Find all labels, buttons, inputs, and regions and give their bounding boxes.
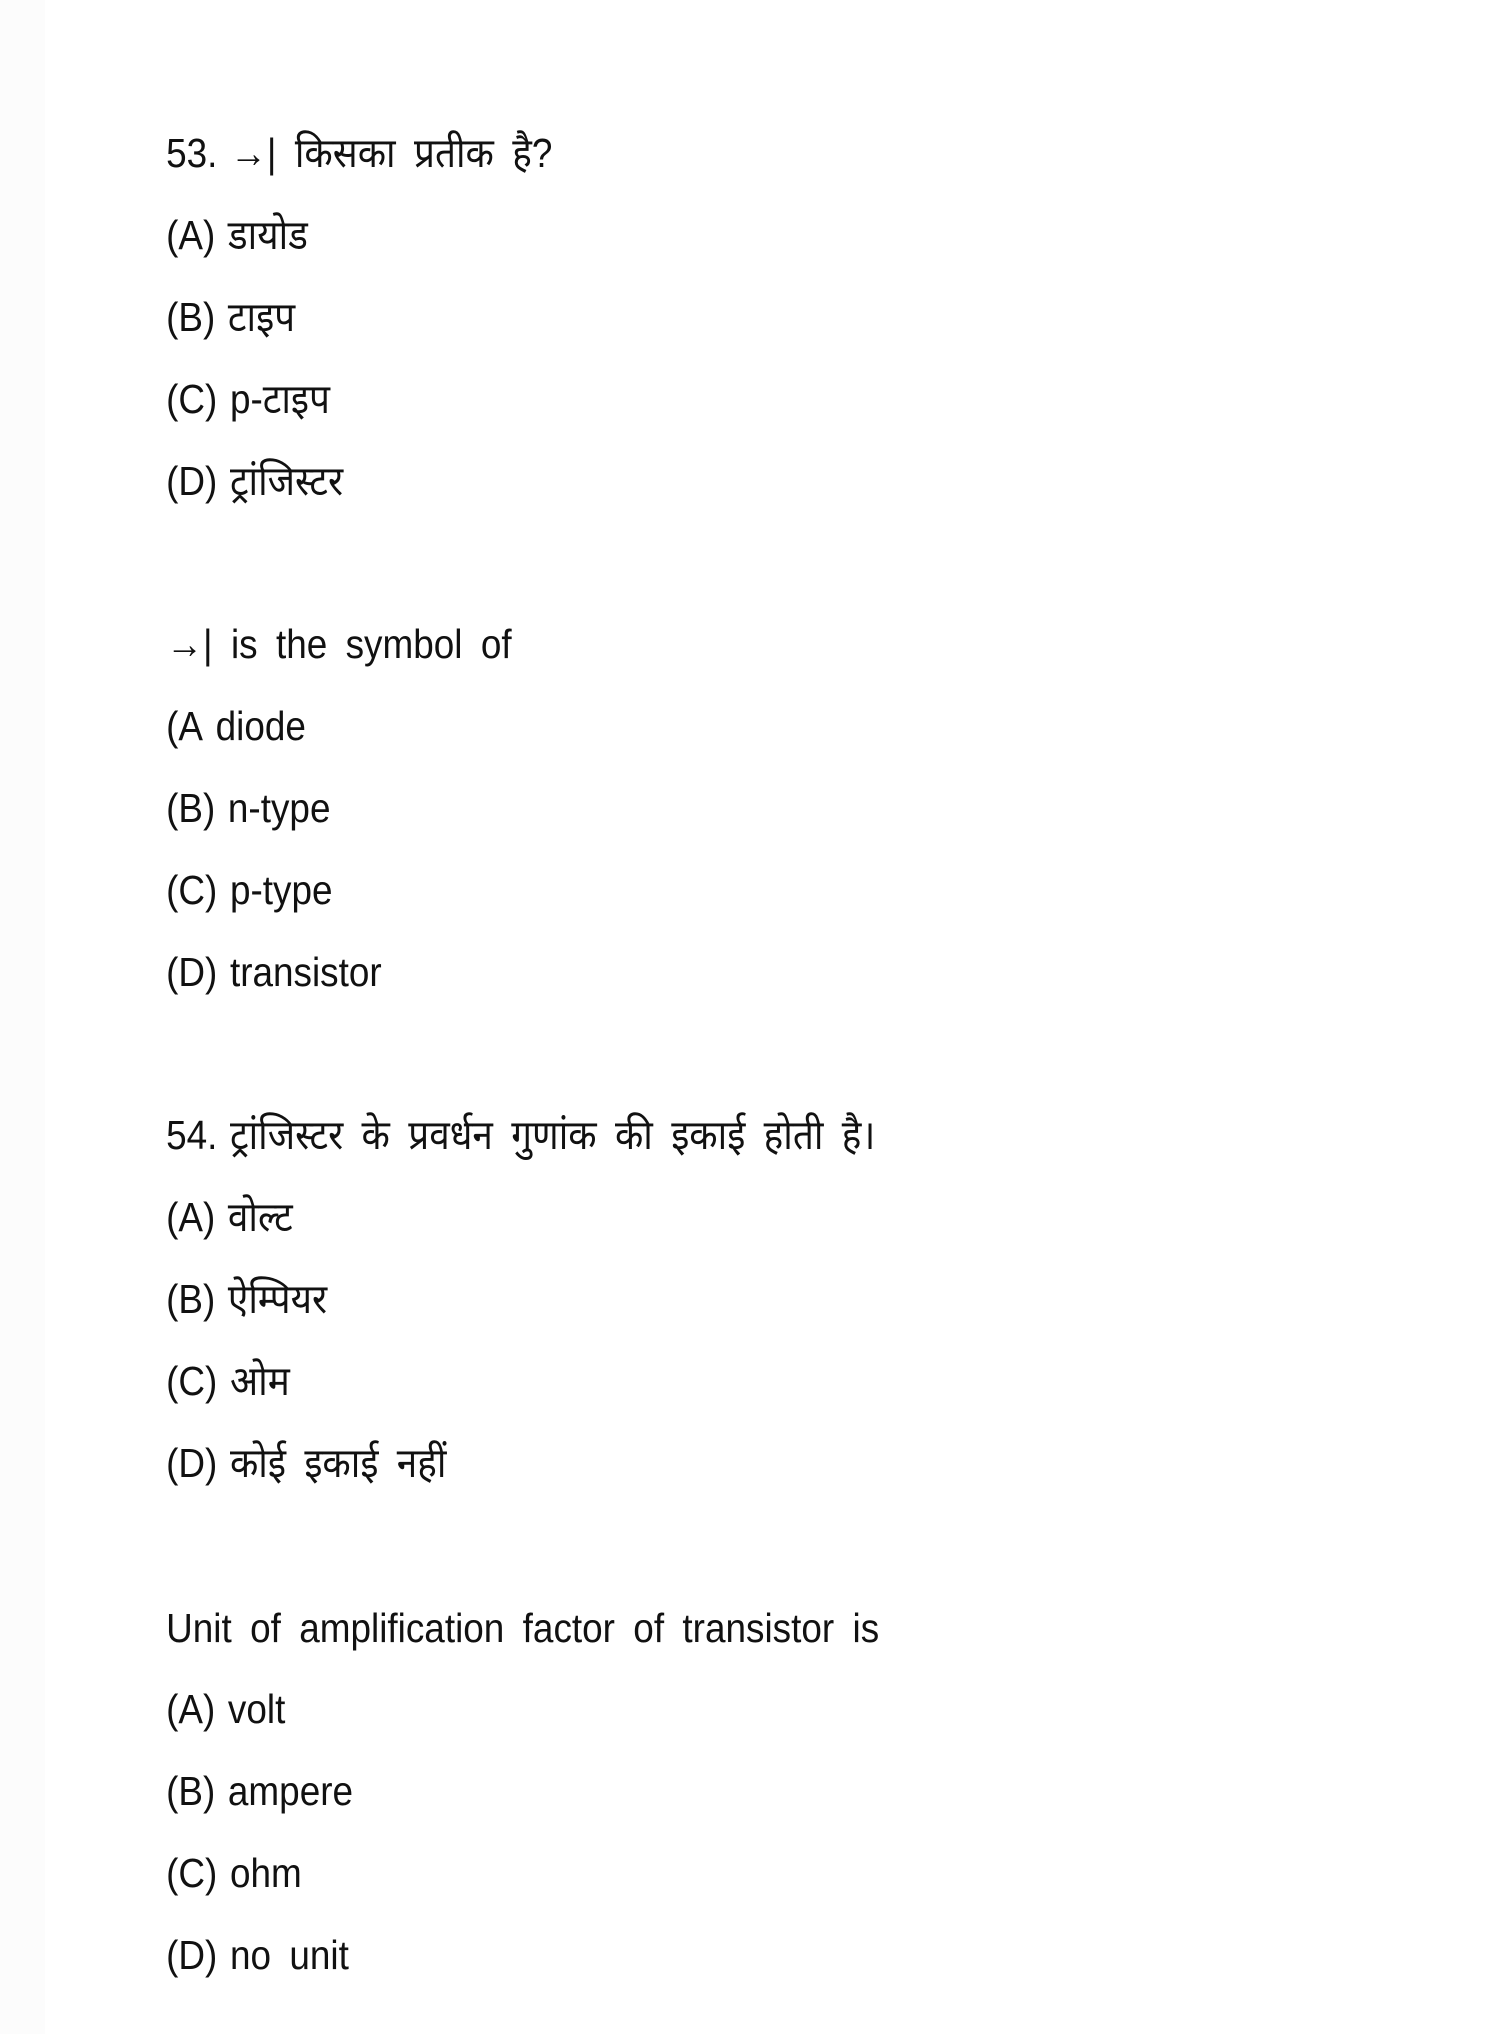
option-text: n-type xyxy=(227,785,331,831)
option-label: (B) xyxy=(166,1768,216,1814)
option-c[interactable] xyxy=(56,1306,290,1404)
option-label: (D) xyxy=(166,1932,218,1978)
question-text: ट्रांजिस्टर के प्रवर्धन गुणांक की इकाई होती है। xyxy=(230,1112,876,1158)
option-text: diode xyxy=(215,703,306,749)
option-b[interactable] xyxy=(56,1716,354,1814)
option-label: (C) xyxy=(166,1358,218,1404)
option-d[interactable] xyxy=(56,1388,447,1486)
option-b[interactable] xyxy=(56,242,296,340)
question-text: Unit of amplification factor of transistor is xyxy=(166,1605,880,1651)
option-text: p-टाइप xyxy=(229,376,331,422)
question-text: →| किसका प्रतीक है? xyxy=(230,130,553,176)
option-label: (C) xyxy=(166,376,218,422)
option-label: (D) xyxy=(166,949,218,995)
option-label: (A) xyxy=(166,1194,216,1240)
option-label: (A) xyxy=(166,1686,216,1732)
question-53-english-prompt xyxy=(56,569,512,667)
option-label: (B) xyxy=(166,1276,216,1322)
option-label: (C) xyxy=(166,867,218,913)
option-c[interactable] xyxy=(56,815,333,913)
option-d[interactable] xyxy=(56,1880,349,1978)
option-a[interactable] xyxy=(56,160,308,258)
question-text: →| is the symbol of xyxy=(166,621,512,667)
option-b[interactable] xyxy=(56,1224,328,1322)
option-text: ओम xyxy=(229,1358,290,1404)
option-text: ampere xyxy=(227,1768,354,1814)
question-54-english-prompt xyxy=(56,1553,880,1651)
option-text: डायोड xyxy=(227,212,308,258)
option-c[interactable] xyxy=(56,324,331,422)
question-53-hindi-prompt xyxy=(56,78,553,176)
option-text: volt xyxy=(227,1686,286,1732)
option-label: (A xyxy=(166,703,204,749)
option-text: टाइप xyxy=(227,294,296,340)
option-text: ऐम्पियर xyxy=(227,1276,328,1322)
question-number: 54. xyxy=(166,1112,218,1158)
option-label: (D) xyxy=(166,458,218,504)
option-d[interactable] xyxy=(56,897,382,995)
option-d[interactable] xyxy=(56,406,344,504)
option-a[interactable] xyxy=(56,651,306,749)
option-label: (D) xyxy=(166,1440,218,1486)
option-text: कोई इकाई नहीं xyxy=(229,1440,447,1486)
question-number: 53. xyxy=(166,130,218,176)
option-text: transistor xyxy=(229,949,382,995)
question-54-hindi-prompt xyxy=(56,1060,876,1158)
option-b[interactable] xyxy=(56,733,331,831)
option-label: (A) xyxy=(166,212,216,258)
option-text: ट्रांजिस्टर xyxy=(229,458,344,504)
option-text: no unit xyxy=(229,1932,349,1978)
option-text: p-type xyxy=(229,867,333,913)
option-label: (B) xyxy=(166,785,216,831)
option-text: ohm xyxy=(229,1850,302,1896)
option-label: (C) xyxy=(166,1850,218,1896)
option-label: (B) xyxy=(166,294,216,340)
option-a[interactable] xyxy=(56,1142,293,1240)
option-text: वोल्ट xyxy=(227,1194,293,1240)
option-a[interactable] xyxy=(56,1634,286,1732)
option-c[interactable] xyxy=(56,1798,302,1896)
